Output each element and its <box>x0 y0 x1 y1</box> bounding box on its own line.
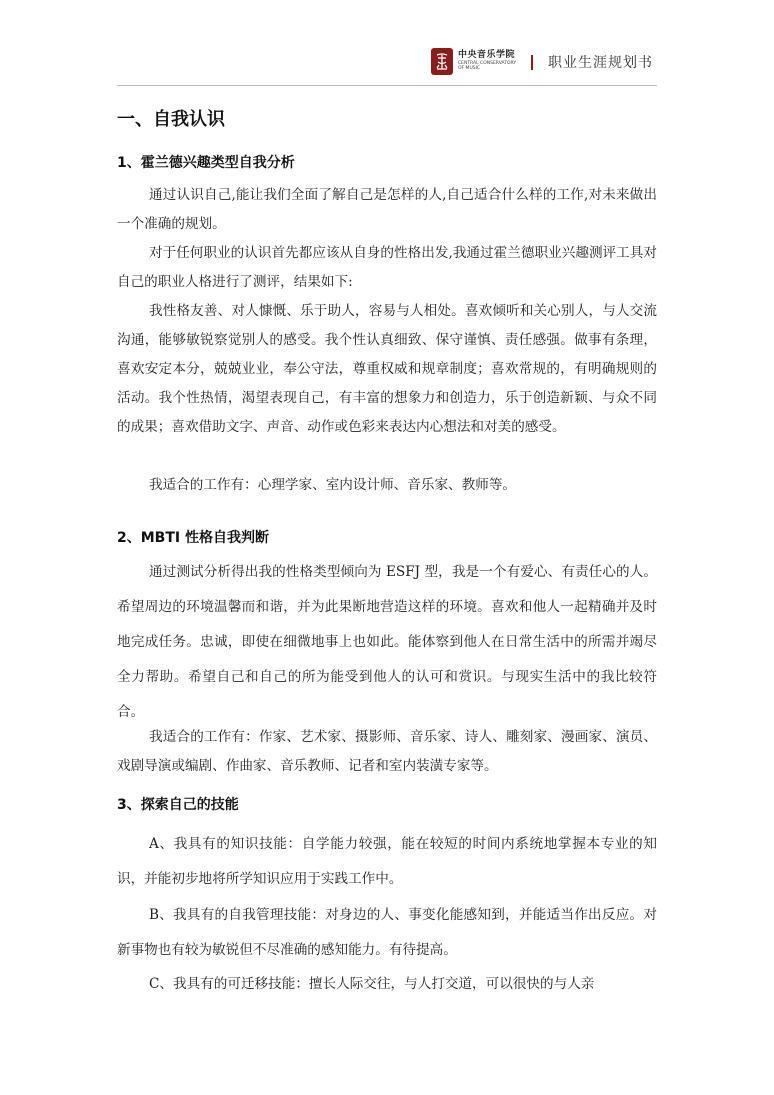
paragraph: 我性格友善、对人慷慨、乐于助人，容易与人相处。喜欢倾听和关心别人，与人交流沟通，能够敏锐察觉别人的感受。我个性认真细致、保守谨慎、责任感强。做事有条理，喜欢安定本分，兢兢业业，奉公守法，尊重权威和规章制度；喜欢常规的，有明确规则的活动。我个性热情，渴望表现自己，有丰富的想象力和创造力，乐于创造新颖、与众不同的成果；喜欢借助文字、声音、动作或色彩来表达内心想法和对美的感受。 <box>117 303 657 435</box>
paragraph: 通过认识自己,能让我们全面了解自己是怎样的人,自己适合什么样的工作,对未来做出一个准确的规划。 <box>117 187 657 232</box>
header-rule <box>117 85 657 86</box>
logo <box>431 48 516 75</box>
paragraph: 我适合的工作有：心理学家、室内设计师、音乐家、教师等。 <box>149 477 517 493</box>
document-title: 职业生涯规划书 <box>548 55 653 71</box>
paragraph: 通过测试分析得出我的性格类型倾向为 ESFJ 型，我是一个有爱心、有责任心的人。希望周边的环境温馨而和谐，并为此果断地营造这样的环境。喜欢和他人一起精确并及时地完成任务。忠诚，即使在细微地事上也如此。能体察到他人在日常生活中的所需并竭尽全力帮助。希望自己和自己的所为能受到他人的认可和赏识。与现实生活中的我比较符合。 <box>117 564 657 720</box>
subsection-heading-mbti: 2、MBTI 性格自我判断 <box>117 530 269 546</box>
header-divider <box>531 55 533 70</box>
logo-english-name: CENTRAL CONSERVATORY OF MUSIC <box>458 61 517 71</box>
paragraph: 对于任何职业的认识首先都应该从自身的性格出发,我通过霍兰德职业兴趣测评工具对自己的职业人格进行了测评，结果如下: <box>117 245 657 290</box>
subsection-heading-skills: 3、探索自己的技能 <box>117 797 239 813</box>
paragraph: C、我具有的可迁移技能：擅长人际交往，与人打交道，可以很快的与人亲 <box>149 976 595 992</box>
page-header <box>0 0 774 86</box>
subsection-heading-holland: 1、霍兰德兴趣类型自我分析 <box>117 155 295 171</box>
seal-icon <box>431 48 453 75</box>
paragraph: A、我具有的知识技能：自学能力较强，能在较短的时间内系统地掌握本专业的知识，并能初步地将所学知识应用于实践工作中。 <box>117 836 657 887</box>
paragraph: 我适合的工作有：作家、艺术家、摄影师、音乐家、诗人、雕刻家、漫画家、演员、戏剧导演或编剧、作曲家、音乐教师、记者和室内装潢专家等。 <box>117 729 657 774</box>
section-heading: 一、自我认识 <box>117 109 225 130</box>
paragraph: B、我具有的自我管理技能：对身边的人、事变化能感知到，并能适当作出反应。对新事物也有较为敏锐但不尽准确的感知能力。有待提高。 <box>117 907 657 958</box>
logo-chinese-name: 中央音乐学院 <box>458 50 516 61</box>
